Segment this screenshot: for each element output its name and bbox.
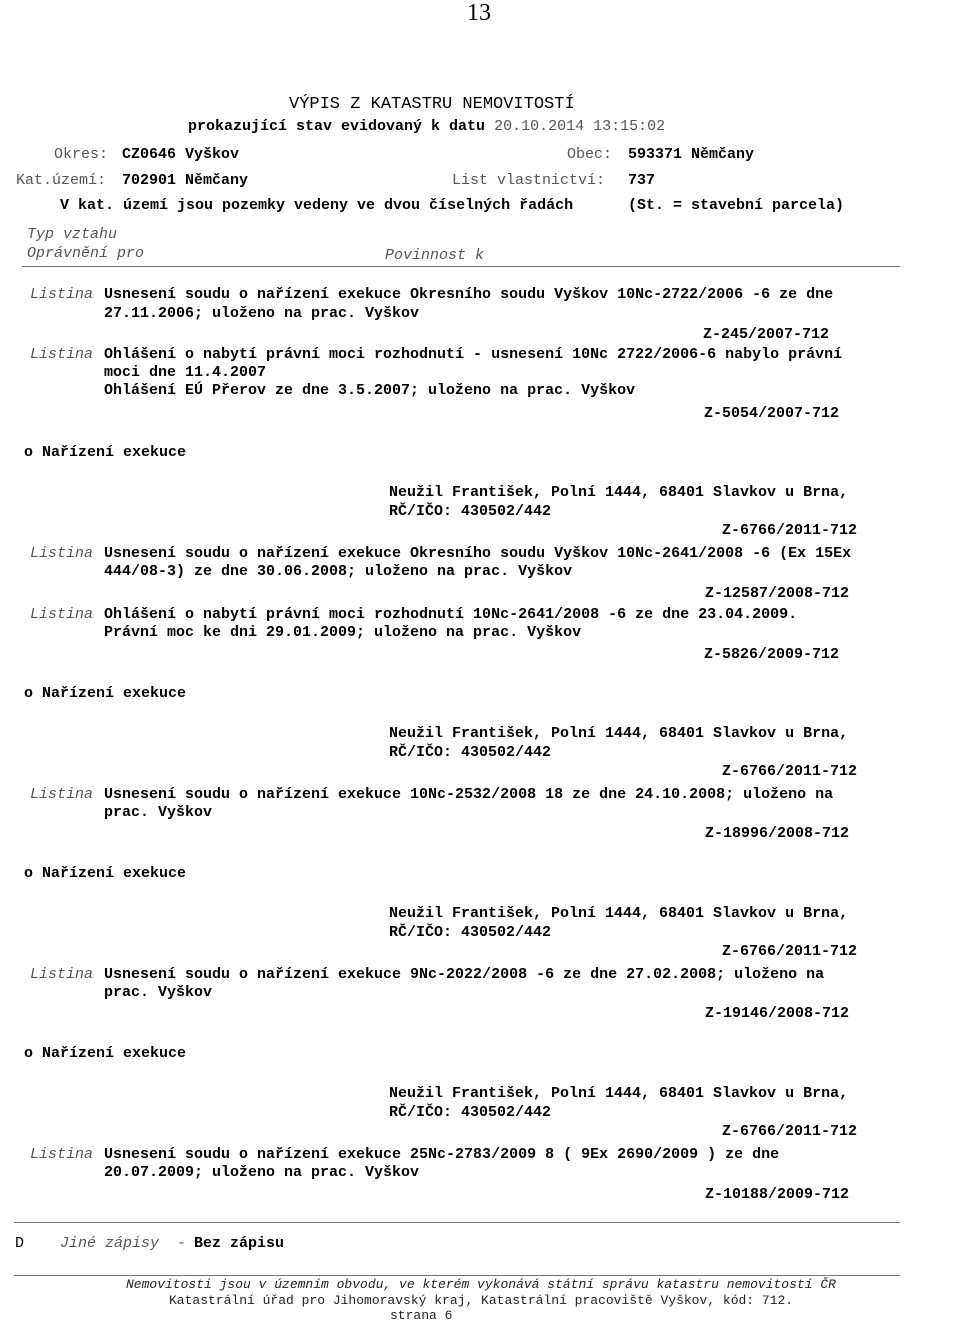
party-id: RČ/IČO: 430502/442 [389, 503, 552, 520]
reference-number: Z-18996/2008-712 [704, 825, 849, 842]
section-d-letter: D [15, 1235, 25, 1252]
section-title-text: Nařízení exekuce [42, 685, 187, 702]
col-typ-vztahu: Typ vztahu [27, 226, 118, 243]
listina-label: Listina [30, 1146, 94, 1163]
reference-number: Z-19146/2008-712 [704, 1005, 849, 1022]
party-id: RČ/IČO: 430502/442 [389, 1104, 552, 1121]
listina-text: Usnesení soudu o nařízení exekuce 25Nc-2783/2009 8 ( 9Ex 2690/2009 ) ze dne [104, 1146, 780, 1163]
reference-number: Z-245/2007-712 [702, 326, 829, 343]
section-title [24, 865, 186, 882]
lv-value: 737 [628, 172, 656, 189]
section-d-label: Jiné zápisy [60, 1235, 160, 1252]
party-name: Neužil František, Polní 1444, 68401 Slavkov u Brna, [389, 905, 849, 922]
katuzemi-label: Kat.území: [16, 172, 107, 189]
section-d-divider [14, 1222, 900, 1223]
listina-text: 20.07.2009; uloženo na prac. Vyškov [104, 1164, 420, 1181]
section-title [24, 1045, 186, 1062]
reference-number: Z-6766/2011-712 [721, 943, 857, 960]
section-title-text: Nařízení exekuce [42, 865, 187, 882]
bullet: o [24, 865, 34, 882]
section-title-text: Nařízení exekuce [42, 1045, 187, 1062]
listina-text: Usnesení soudu o nařízení exekuce Okresního soudu Vyškov 10Nc-2641/2008 -6 (Ex 15Ex [104, 545, 852, 562]
reference-number: Z-6766/2011-712 [721, 522, 857, 539]
party-name: Neužil František, Polní 1444, 68401 Slavkov u Brna, [389, 1085, 849, 1102]
footer-divider [14, 1275, 900, 1276]
listina-label: Listina [30, 545, 94, 562]
lv-label: List vlastnictví: [452, 172, 606, 189]
section-d-value: Bez zápisu [194, 1235, 285, 1252]
listina-text: Ohlášení o nabytí právní moci rozhodnutí 10Nc-2641/2008 -6 ze dne 23.04.2009. [104, 606, 798, 623]
party-id: RČ/IČO: 430502/442 [389, 924, 552, 941]
listina-text: 444/08-3) ze dne 30.06.2008; uloženo na prac. Vyškov [104, 563, 573, 580]
footer-line-1: Nemovitosti jsou v územním obvodu, ve kterém vykonává státní správu katastru nemovitostí ČR [126, 1277, 836, 1292]
document-subtitle [188, 118, 665, 135]
section-title [24, 685, 186, 702]
reference-number: Z-10188/2009-712 [704, 1186, 849, 1203]
listina-text: Usnesení soudu o nařízení exekuce 9Nc-2022/2008 -6 ze dne 27.02.2008; uloženo na [104, 966, 825, 983]
listina-text: Ohlášení o nabytí právní moci rozhodnutí - usnesení 10Nc 2722/2006-6 nabylo právní [104, 346, 843, 363]
rady-note: V kat. území jsou pozemky vedeny ve dvou číselných řadách [60, 197, 574, 214]
bullet: o [24, 1045, 34, 1062]
section-title [24, 444, 186, 461]
st-note: (St. = stavební parcela) [628, 197, 845, 214]
reference-number: Z-12587/2008-712 [704, 585, 849, 602]
bullet: o [24, 685, 34, 702]
subtitle-date: 20.10.2014 13:15:02 [494, 118, 666, 135]
listina-label: Listina [30, 966, 94, 983]
listina-text: moci dne 11.4.2007 [104, 364, 267, 381]
reference-number: Z-5054/2007-712 [703, 405, 839, 422]
footer-line-2: Katastrální úřad pro Jihomoravský kraj, Katastrální pracoviště Vyškov, kód: 712. [169, 1293, 794, 1308]
listina-text: prac. Vyškov [104, 984, 213, 1001]
katuzemi-value: 702901 Němčany [122, 172, 249, 189]
page-number: 13 [467, 0, 491, 26]
party-id: RČ/IČO: 430502/442 [389, 744, 552, 761]
listina-text: Ohlášení EÚ Přerov ze dne 3.5.2007; uloženo na prac. Vyškov [104, 382, 636, 399]
listina-text: Usnesení soudu o nařízení exekuce Okresního soudu Vyškov 10Nc-2722/2006 -6 ze dne [104, 286, 834, 303]
footer-page: strana 6 [390, 1308, 453, 1323]
okres-value: CZ0646 Vyškov [122, 146, 240, 163]
obec-value: 593371 Němčany [628, 146, 755, 163]
listina-label: Listina [30, 346, 94, 363]
reference-number: Z-6766/2011-712 [721, 1123, 857, 1140]
listina-text: Právní moc ke dni 29.01.2009; uloženo na prac. Vyškov [104, 624, 582, 641]
listina-label: Listina [30, 606, 94, 623]
listina-label: Listina [30, 786, 94, 803]
reference-number: Z-6766/2011-712 [721, 763, 857, 780]
listina-text: prac. Vyškov [104, 804, 213, 821]
section-title-text: Nařízení exekuce [42, 444, 187, 461]
party-name: Neužil František, Polní 1444, 68401 Slavkov u Brna, [389, 725, 849, 742]
section-d-dash: - [177, 1235, 187, 1252]
listina-label: Listina [30, 286, 94, 303]
subtitle-prefix: prokazující stav evidovaný k datu [188, 118, 486, 135]
document-title: VÝPIS Z KATASTRU NEMOVITOSTÍ [289, 95, 575, 114]
obec-label: Obec: [567, 146, 613, 163]
bullet: o [24, 444, 34, 461]
reference-number: Z-5826/2009-712 [703, 646, 839, 663]
listina-text: 27.11.2006; uloženo na prac. Vyškov [104, 305, 420, 322]
okres-label: Okres: [54, 146, 109, 163]
header-divider [22, 266, 900, 267]
party-name: Neužil František, Polní 1444, 68401 Slavkov u Brna, [389, 484, 849, 501]
listina-text: Usnesení soudu o nařízení exekuce 10Nc-2532/2008 18 ze dne 24.10.2008; uloženo na [104, 786, 834, 803]
col-opravneni-pro: Oprávnění pro [27, 245, 145, 262]
col-povinnost-k: Povinnost k [385, 247, 485, 264]
